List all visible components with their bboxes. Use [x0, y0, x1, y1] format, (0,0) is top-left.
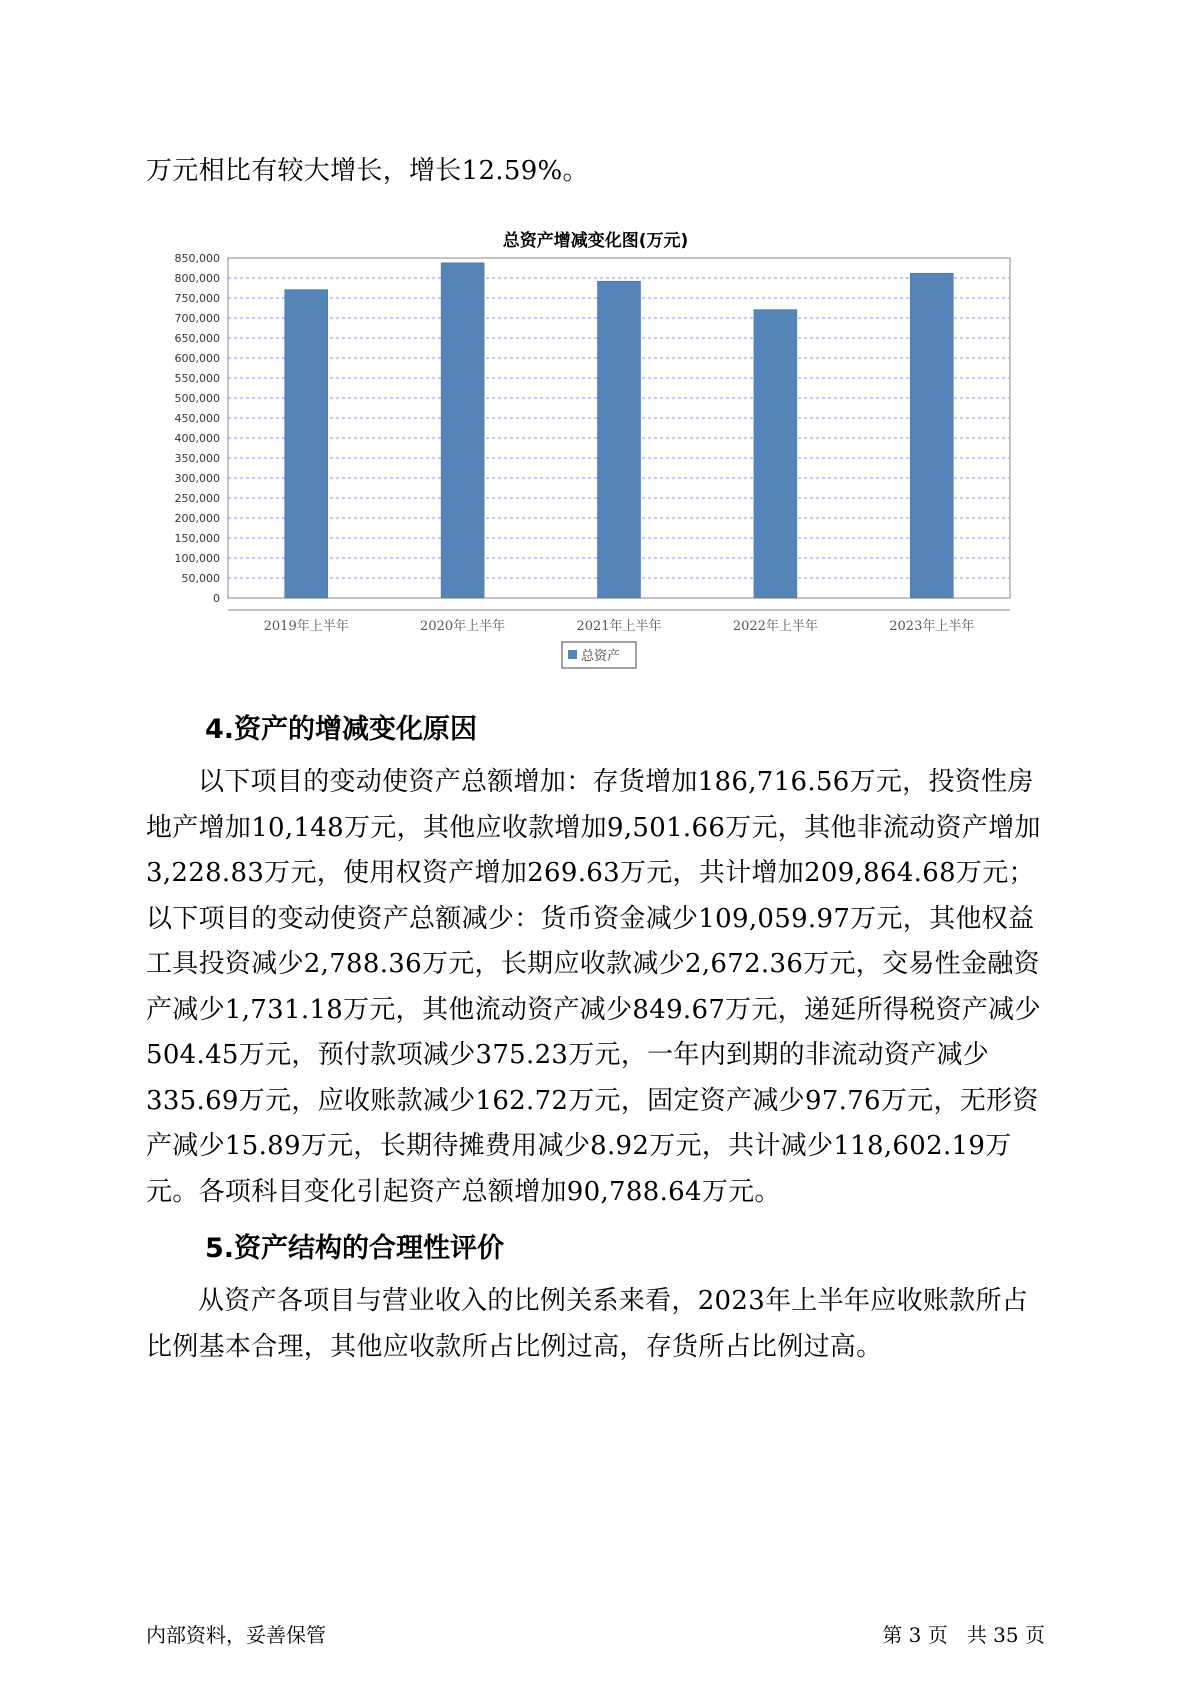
y-tick-label: 350,000: [174, 452, 220, 465]
y-tick-label: 550,000: [174, 372, 220, 385]
bar: [598, 281, 641, 598]
bar: [754, 310, 797, 598]
y-tick-label: 500,000: [174, 392, 220, 405]
y-tick-label: 300,000: [174, 472, 220, 485]
y-tick-label: 800,000: [174, 272, 220, 285]
footer-confidential-note: 内部资料，妥善保管: [146, 1623, 326, 1647]
y-tick-label: 250,000: [174, 492, 220, 505]
x-tick-label: 2023年上半年: [889, 619, 975, 634]
y-tick-label: 400,000: [174, 432, 220, 445]
x-tick-label: 2020年上半年: [420, 619, 506, 634]
x-tick-label: 2021年上半年: [576, 619, 662, 634]
legend-swatch: [568, 650, 577, 659]
y-tick-label: 700,000: [174, 312, 220, 325]
section-5-heading: 5.资产结构的合理性评价: [205, 1233, 505, 1264]
bar-chart: [0, 0, 1191, 700]
y-tick-label: 50,000: [181, 572, 220, 585]
y-tick-label: 750,000: [174, 292, 220, 305]
section-4-heading: 4.资产的增减变化原因: [205, 714, 478, 745]
footer-page-number: [882, 1623, 1045, 1647]
y-tick-label: 600,000: [174, 352, 220, 365]
bar: [910, 273, 953, 598]
x-tick-label: 2022年上半年: [732, 619, 818, 634]
page-number-text: 第 3 页 共 35 页: [882, 1623, 1045, 1647]
intro-paragraph: 万元相比有较大增长，增长12.59%。: [146, 156, 589, 186]
bar: [285, 290, 328, 598]
section-4-body: 以下项目的变动使资产总额增加：存货增加186,716.56万元，投资性房地产增加10,148万元，其他应收款增加9,501.66万元，其他非流动资产增加3,228.83万元，使用权资产增加269.63万元，共计增加209,864.68万元；以下项目的变动使资产总额减少：货币资金减少109,059.97万元，其他权益工具投资减少2,788.36万元，长期应收款减少2,672.36万元，交易性金融资产减少1,731.18万元，其他流动资产减少849.67万元，递延所得税资产减少504.45万元，预付款项减少375.23万元，一年内到期的非流动资产减少335.69万元，应收账款减少162.72万元，固定资产减少97.76万元，无形资产减少15.89万元，长期待摊费用减少8.92万元，共计减少118,602.19万元。各项科目变化引起资产总额增加90,788.64万元。: [146, 767, 1041, 1207]
section-5-body: 从资产各项目与营业收入的比例关系来看，2023年上半年应收账款所占比例基本合理，其他应收款所占比例过高，存货所占比例过高。: [146, 1286, 1029, 1362]
y-tick-label: 450,000: [174, 412, 220, 425]
y-tick-label: 200,000: [174, 512, 220, 525]
y-tick-label: 0: [213, 592, 220, 605]
y-tick-label: 100,000: [174, 552, 220, 565]
legend-label: 总资产: [581, 649, 621, 664]
y-tick-label: 650,000: [174, 332, 220, 345]
chart-title: 总资产增减变化图(万元): [502, 231, 689, 251]
y-tick-label: 850,000: [174, 252, 220, 265]
bar: [441, 263, 484, 598]
x-tick-label: 2019年上半年: [263, 619, 349, 634]
y-tick-label: 150,000: [174, 532, 220, 545]
